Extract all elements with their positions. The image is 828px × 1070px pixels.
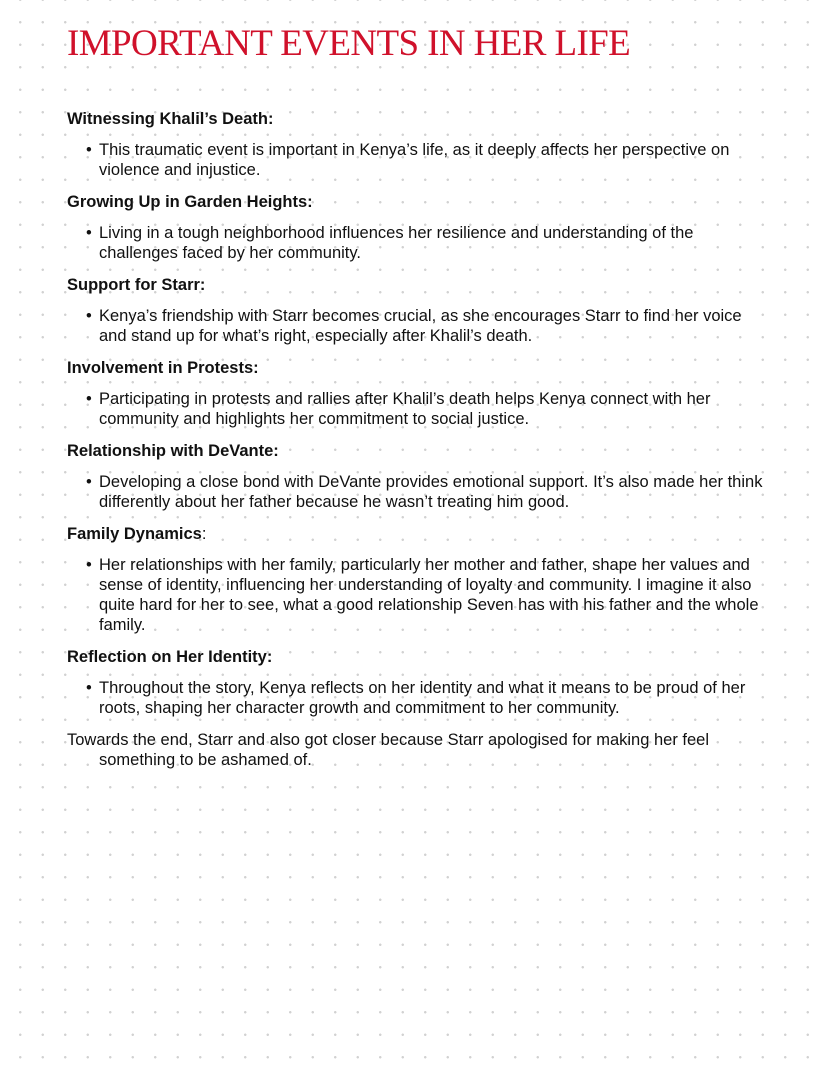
section-heading (67, 524, 768, 544)
list-item (67, 678, 768, 718)
bullet-dot: • (86, 390, 92, 408)
bullet-dot: • (86, 679, 92, 697)
section-heading-colon: : (201, 525, 207, 543)
list-item (67, 555, 768, 635)
bullet-text: Kenya’s friendship with Starr becomes crucial, as she encourages Starr to find her voice and stand up for what’s right, especially after Khalil’s death. (99, 307, 742, 345)
list-item (67, 306, 768, 346)
section-involvement-in-protests (67, 358, 768, 429)
section-reflection-on-her-identity (67, 647, 768, 718)
bullet-text: Throughout the story, Kenya reflects on her identity and what it means to be proud of her roots, shaping her character growth and commitment to her community. (99, 679, 746, 717)
bullet-list (67, 678, 768, 718)
section-heading: Growing Up in Garden Heights: (67, 193, 313, 211)
list-item (67, 140, 768, 180)
section-heading: Support for Starr: (67, 276, 206, 294)
section-heading: Reflection on Her Identity: (67, 648, 273, 666)
bullet-list (67, 472, 768, 512)
list-item (67, 472, 768, 512)
bullet-dot: • (86, 141, 92, 159)
bullet-dot: • (86, 473, 92, 491)
bullet-list (67, 223, 768, 263)
bullet-text: Living in a tough neighborhood influences her resilience and understanding of the challenges faced by her community. (99, 224, 694, 262)
section-heading: Witnessing Khalil’s Death: (67, 110, 274, 128)
section-relationship-with-devante (67, 441, 768, 512)
list-item (67, 223, 768, 263)
section-witnessing-khalils-death (67, 109, 768, 180)
bullet-dot: • (86, 556, 92, 574)
bullet-list (67, 555, 768, 635)
bullet-dot: • (86, 307, 92, 325)
page-title: IMPORTANT EVENTS IN HER LIFE (67, 23, 631, 64)
list-item (67, 389, 768, 429)
bullet-text: Participating in protests and rallies after Khalil’s death helps Kenya connect with her community and highlights her commitment to social justice. (99, 390, 711, 428)
bullet-dot: • (86, 224, 92, 242)
section-heading: Relationship with DeVante: (67, 442, 279, 460)
bullet-text: This traumatic event is important in Kenya’s life, as it deeply affects her perspective on violence and injustice. (99, 141, 730, 179)
bullet-text: Developing a close bond with DeVante provides emotional support. It’s also made her think differently about her father because he wasn’t treating him good. (99, 473, 763, 511)
bullet-list (67, 389, 768, 429)
section-heading-text: Family Dynamics (67, 525, 202, 543)
section-growing-up-in-garden-heights (67, 192, 768, 263)
closing-paragraph: Towards the end, Starr and also got closer because Starr apologised for making her feel something to be ashamed of. (67, 731, 710, 769)
section-heading: Involvement in Protests: (67, 359, 259, 377)
bullet-text: Her relationships with her family, particularly her mother and father, shape her values and sense of identity, influencing her understanding of loyalty and community. I imagine it also quite hard for her to see, what a good relationship Seven has with his father and the whole family. (99, 556, 759, 634)
bullet-list (67, 140, 768, 180)
events-list (67, 109, 768, 770)
section-family-dynamics (67, 524, 768, 635)
bullet-list (67, 306, 768, 346)
section-support-for-starr (67, 275, 768, 346)
